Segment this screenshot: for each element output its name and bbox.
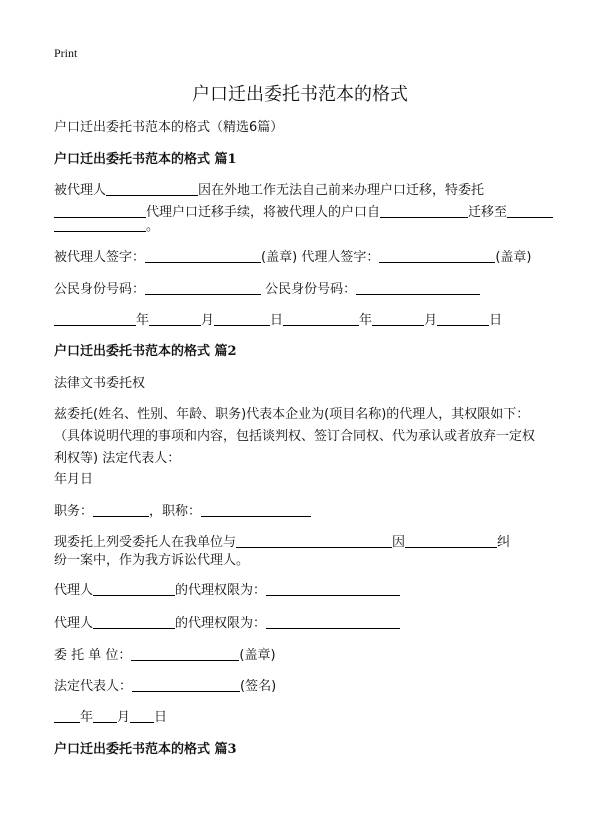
s2-agent-2-label: 代理人 [54,616,94,631]
s2-entrust-a: 现委托上列受委托人在我单位与 [54,535,237,550]
s1-year-2: 年 [359,313,373,328]
document-title: 户口迁出委托书范本的格式 [192,84,408,105]
s2-duty-label: 职务： [54,504,94,519]
s2-day: 日 [154,710,168,725]
blank [54,311,136,326]
s2-date-text: 年月日 [54,472,94,487]
s1-date-line [54,310,502,332]
s1-principal-label: 被代理人 [54,183,107,198]
s1-day-2: 日 [489,313,503,328]
s1-signature-line [54,247,531,269]
s2-agent-2-line [54,613,400,635]
blank [266,581,400,596]
blank [379,248,495,263]
s1-agent-sign-label: 代理人签字： [301,250,380,265]
s1-seal-2: (盖章) [495,250,532,265]
blank [130,708,154,723]
blank [437,311,489,326]
blank [145,280,261,295]
s2-entrust-b: 因 [392,535,406,550]
s2-year: 年 [80,710,94,725]
section-3-heading: 户口迁出委托书范本的格式 篇3 [54,742,237,757]
blank [507,203,553,218]
blank [214,311,270,326]
s2-title-label: ，职称： [149,504,202,519]
blank [356,280,480,295]
s1-line-3 [54,216,159,238]
blank [131,646,239,661]
s1-id-label-1: 公民身份号码： [54,282,146,297]
s1-day: 日 [270,313,284,328]
s1-agent-text: 代理户口迁移手续，将被代理人的户口自 [146,205,381,220]
s2-agent-1-scope: 的代理权限为： [175,583,267,598]
s2-unit-seal: (盖章) [239,648,276,663]
blank [405,533,497,548]
s1-month: 月 [201,313,215,328]
s2-legal-sign: (签名) [240,679,277,694]
s1-seal-1: (盖章) [261,250,298,265]
s2-legal-rep-line [54,676,276,698]
s2-agent-1-line [54,580,400,602]
blank [372,311,424,326]
blank [93,502,149,517]
section-1-heading: 户口迁出委托书范本的格式 篇1 [54,152,237,167]
blank [54,708,80,723]
s1-year: 年 [136,313,150,328]
blank [149,311,201,326]
s2-duty-line [54,501,311,523]
blank [93,614,175,629]
blank [132,677,240,692]
s2-unit-label: 委 托 单 位： [54,648,132,663]
s2-agent-2-scope: 的代理权限为： [175,616,267,631]
s1-period: 。 [146,219,160,234]
s2-month: 月 [117,710,131,725]
s1-line-1 [54,180,484,202]
s1-reason-text: 因在外地工作无法自己前来办理户口迁移，特委托 [198,183,485,198]
blank [54,217,146,232]
blank [106,181,198,196]
s2-paragraph-1: 兹委托(姓名、性别、年龄、职务)代表本企业为(项目名称)的代理人，其权限如下：（具体说明代理的事项和内容，包括谈判权、签订合同权、代为承认或者放弃一定权利权等) 法定代表人： [54,407,536,466]
s2-entrust-c: 纠 [497,535,511,550]
blank [93,581,175,596]
s2-legal-rep-label: 法定代表人： [54,679,133,694]
blank [145,248,261,263]
s1-id-label-2: 公民身份号码： [265,282,357,297]
s2-date-line [54,707,167,729]
blank [266,614,400,629]
blank [380,203,468,218]
print-label: Print [54,46,78,60]
s1-id-line [54,279,480,301]
s2-entrust-line-2: 纷一案中，作为我方诉讼代理人。 [54,553,250,568]
s2-doc-type: 法律文书委托权 [54,376,146,391]
s1-move-to: 迁移至 [468,205,508,220]
s1-principal-sign-label: 被代理人签字： [54,250,146,265]
blank [93,708,117,723]
blank [236,533,392,548]
intro-line: 户口迁出委托书范本的格式（精选6篇） [54,120,284,135]
section-2-heading: 户口迁出委托书范本的格式 篇2 [54,344,237,359]
s2-agent-1-label: 代理人 [54,583,94,598]
s2-unit-line [54,645,276,667]
s1-month-2: 月 [424,313,438,328]
blank [283,311,359,326]
blank [201,502,311,517]
